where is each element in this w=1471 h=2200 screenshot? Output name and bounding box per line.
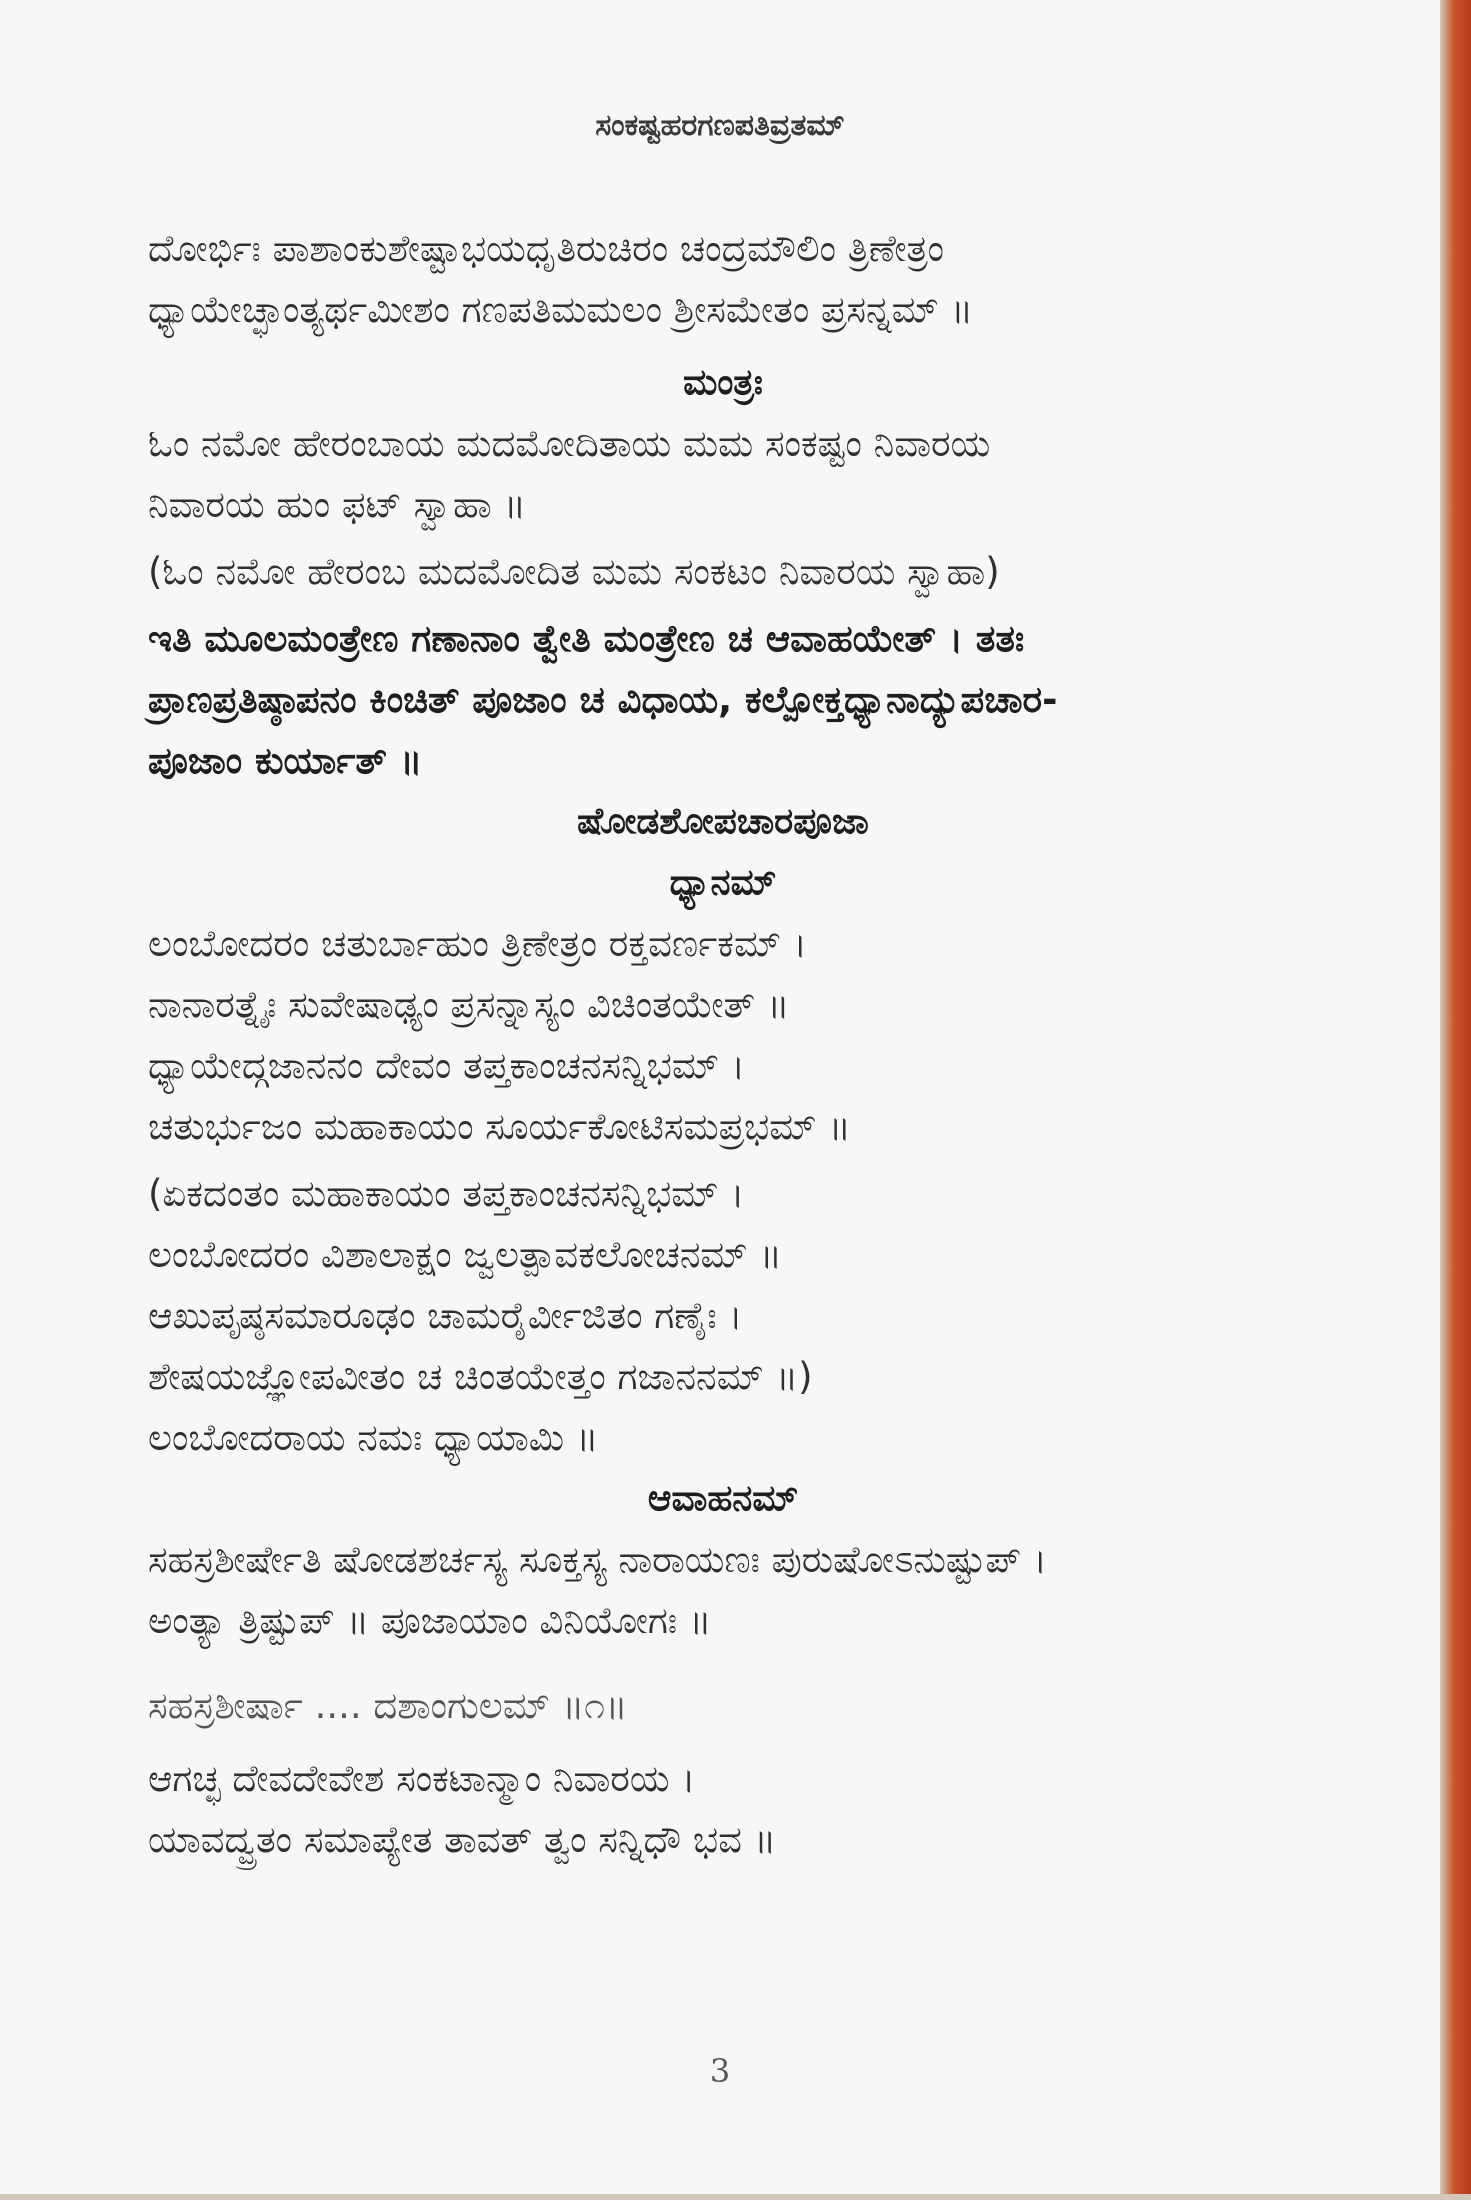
alt-dhyanam-line-3: ಆಖುಪೃಷ್ಠಸಮಾರೂಢಂ ಚಾಮರೈರ್ವೀಜಿತಂ ಗಣೈಃ । (148, 1294, 743, 1337)
alt-dhyanam-line-1: (ಏಕದಂತಂ ಮಹಾಕಾಯಂ ತಪ್ತಕಾಂಚನಸನ್ನಿಭಮ್ । (148, 1172, 745, 1215)
dhyanam-line-2: ನಾನಾರತ್ನೈಃ ಸುವೇಷಾಢ್ಯಂ ಪ್ರಸನ್ನಾಸ್ಯಂ ವಿಚಿಂತಯೇತ್ ॥ (148, 983, 790, 1026)
mantra-heading: ಮಂತ್ರಃ (683, 362, 763, 403)
avahanam-intro-line-2: ಅಂತ್ಯಾ ತ್ರಿಷ್ಟುಪ್ ॥ ಪೂಜಾಯಾಂ ವಿನಿಯೋಗಃ ॥ (148, 1599, 712, 1642)
page-body (148, 218, 1298, 1870)
mantra-alternate: (ಓಂ ನಮೋ ಹೇರಂಬ ಮದಮೋದಿತ ಮಮ ಸಂಕಟಂ ನಿವಾರಯ ಸ್ವಾಹಾ) (148, 550, 1000, 593)
dhyanam-closing-line: ಲಂಬೋದರಾಯ ನಮಃ ಧ್ಯಾಯಾಮಿ ॥ (148, 1416, 599, 1459)
book-cover-edge (1440, 0, 1471, 2200)
instruction-line-3: ಪೂಜಾಂ ಕುರ್ಯಾತ್ ॥ (148, 739, 423, 782)
instruction-line-2: ಪ್ರಾಣಪ್ರತಿಷ್ಠಾಪನಂ ಕಿಂಚಿತ್ ಪೂಜಾಂ ಚ ವಿಧಾಯ, ಕಲ್ಪೋಕ್ತಧ್ಯಾನಾದ್ಯುಪಚಾರ- (148, 678, 1058, 721)
avahanam-heading: ಆವಾಹನಮ್ (647, 1478, 799, 1519)
alt-dhyanam-line-2: ಲಂಬೋದರಂ ವಿಶಾಲಾಕ್ಷಂ ಜ್ವಲತ್ಪಾವಕಲೋಚನಮ್ ॥ (148, 1233, 782, 1276)
avahanam-line-1: ಆಗಚ್ಛ ದೇವದೇವೇಶ ಸಂಕಟಾನ್ಮಾಂ ನಿವಾರಯ । (148, 1757, 696, 1800)
dhyana-verse-line-2: ಧ್ಯಾಯೇಚ್ಛಾಂತ್ಯರ್ಥಮೀಶಂ ಗಣಪತಿಮಮಲಂ ಶ್ರೀಸಮೇತಂ ಪ್ರಸನ್ನಮ್ ॥ (148, 288, 974, 331)
avahanam-verse-reference: ಸಹಸ್ರಶೀರ್ಷಾ .... ದಶಾಂಗುಲಮ್ ॥೧॥ (148, 1684, 628, 1727)
dhyanam-line-4: ಚತುರ್ಭುಜಂ ಮಹಾಕಾಯಂ ಸೂರ್ಯಕೋಟಿಸಮಪ್ರಭಮ್ ॥ (148, 1105, 851, 1148)
page-bottom-edge (0, 2194, 1471, 2200)
dhyana-verse-line-1: ದೋರ್ಭಿಃ ಪಾಶಾಂಕುಶೇಷ್ಟಾಭಯಧೃತಿರುಚಿರಂ ಚಂದ್ರಮೌಲಿಂ ತ್ರಿಣೇತ್ರಂ (148, 227, 945, 270)
dhyanam-heading: ಧ್ಯಾನಮ್ (669, 862, 777, 903)
running-title: ಸಂಕಷ್ಟಹರಗಣಪತಿವ್ರತಮ್ (595, 108, 845, 143)
mantra-line-2: ನಿವಾರಯ ಹುಂ ಫಟ್ ಸ್ವಾಹಾ ॥ (148, 483, 526, 526)
dhyanam-line-3: ಧ್ಯಾಯೇದ್ಗಜಾನನಂ ದೇವಂ ತಪ್ತಕಾಂಚನಸನ್ನಿಭಮ್ । (148, 1044, 745, 1087)
mantra-line-1: ಓಂ ನಮೋ ಹೇರಂಬಾಯ ಮದಮೋದಿತಾಯ ಮಮ ಸಂಕಷ್ಟಂ ನಿವಾರಯ (148, 422, 991, 465)
avahanam-intro-line-1: ಸಹಸ್ರಶೀರ್ಷೇತಿ ಷೋಡಶರ್ಚಸ್ಯ ಸೂಕ್ತಸ್ಯ ನಾರಾಯಣಃ ಪುರುಷೋಽನುಷ್ಟುಪ್ । (148, 1538, 1047, 1581)
shodasha-upachara-heading: ಷೋಡಶೋಪಚಾರಪೂಜಾ (577, 801, 869, 842)
alt-dhyanam-line-4: ಶೇಷಯಜ್ಞೋಪವೀತಂ ಚ ಚಿಂತಯೇತ್ತಂ ಗಜಾನನಮ್ ॥) (148, 1355, 813, 1398)
avahanam-line-2: ಯಾವದ್ವ್ರತಂ ಸಮಾಪ್ಯೇತ ತಾವತ್ ತ್ವಂ ಸನ್ನಿಧೌ ಭವ ॥ (148, 1818, 777, 1861)
instruction-line-1: ಇತಿ ಮೂಲಮಂತ್ರೇಣ ಗಣಾನಾಂ ತ್ವೇತಿ ಮಂತ್ರೇಣ ಚ ಆವಾಹಯೇತ್ । ತತಃ (148, 617, 1025, 660)
dhyanam-line-1: ಲಂಬೋದರಂ ಚತುರ್ಬಾಹುಂ ತ್ರಿಣೇತ್ರಂ ರಕ್ತವರ್ಣಕಮ್ । (148, 922, 807, 965)
page-number: 3 (709, 2052, 731, 2090)
